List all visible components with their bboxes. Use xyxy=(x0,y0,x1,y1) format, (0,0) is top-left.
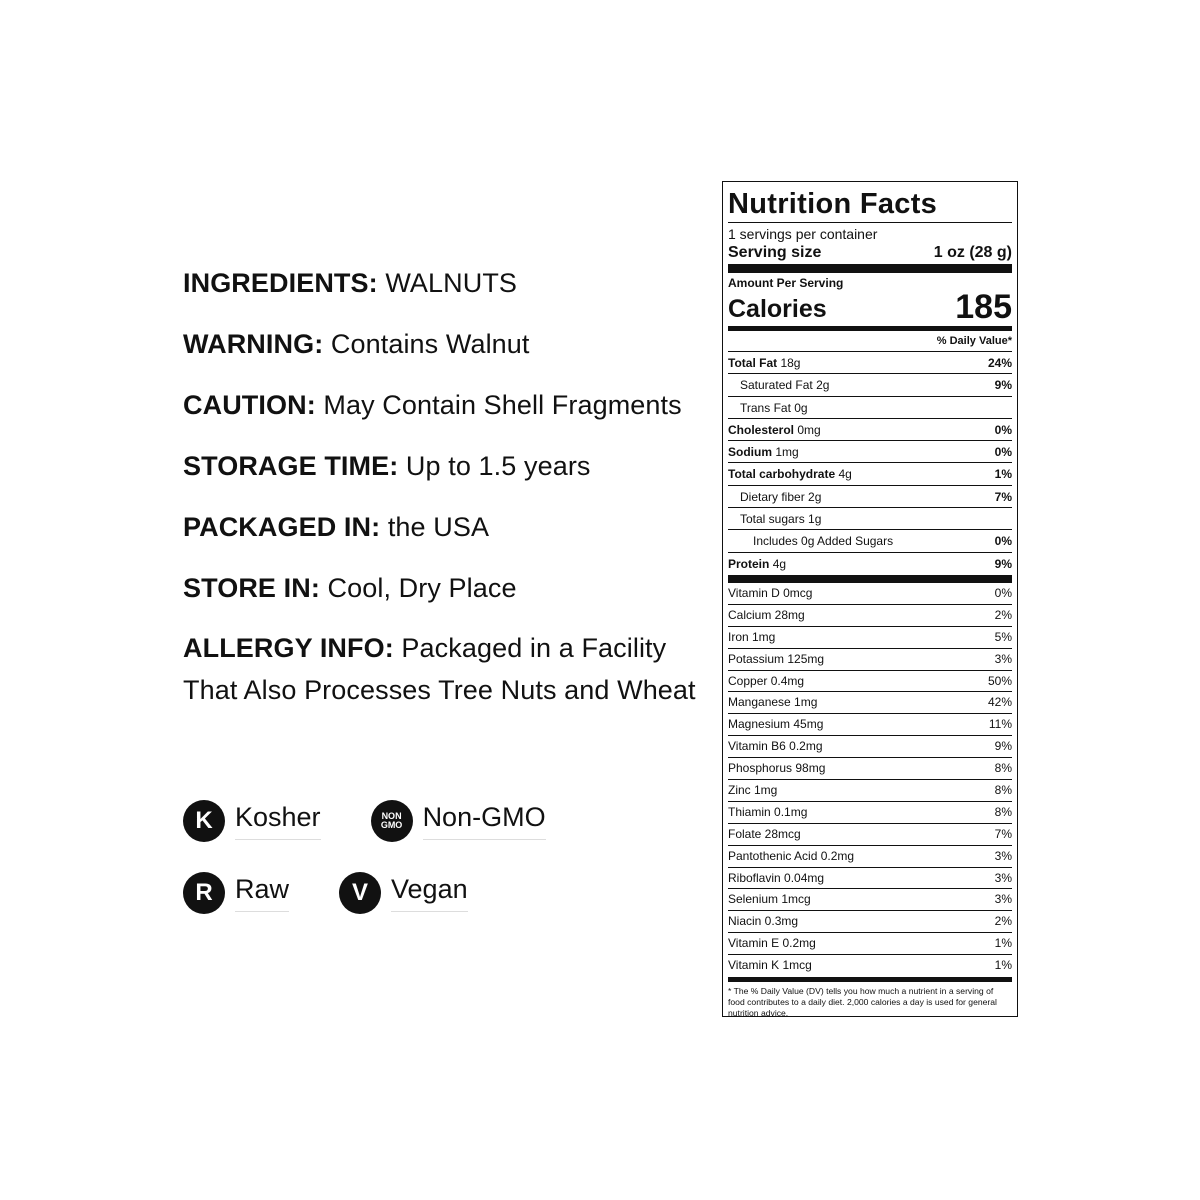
vegan-icon: V xyxy=(339,872,381,914)
nutrient-amount: 4g xyxy=(838,467,852,482)
vitamin-name: Vitamin B6 0.2mg xyxy=(728,739,823,754)
nutrient-label xyxy=(740,486,821,507)
nutrient-amount: 18g xyxy=(780,356,801,370)
vitamin-name: Selenium 1mcg xyxy=(728,892,811,907)
vitamin-pct: 3% xyxy=(994,651,1012,666)
vitamin-row xyxy=(728,802,1012,824)
nutrient-name: Sodium xyxy=(728,445,772,460)
raw-label: Raw xyxy=(235,874,289,912)
nutrient-row-dietary-fiber xyxy=(728,486,1012,508)
divider-thick xyxy=(728,575,1012,583)
serving-size-value: 1 oz (28 g) xyxy=(933,244,1012,261)
vitamin-pct: 3% xyxy=(994,892,1012,907)
nutrient-pct: 0% xyxy=(994,422,1012,437)
vitamin-pct: 0% xyxy=(994,585,1012,600)
non-gmo-label: Non-GMO xyxy=(423,802,546,840)
vitamin-name: Phosphorus 98mg xyxy=(728,761,826,776)
vitamin-name: Niacin 0.3mg xyxy=(728,914,799,929)
nutrient-label xyxy=(740,397,808,418)
calories-value: 185 xyxy=(955,288,1012,326)
vitamin-name: Magnesium 45mg xyxy=(728,717,824,732)
nutrient-row-saturated-fat xyxy=(728,374,1012,396)
nutrient-label xyxy=(740,508,821,529)
raw-icon: R xyxy=(183,872,225,914)
vitamin-pct: 7% xyxy=(994,826,1012,841)
vitamin-row xyxy=(728,692,1012,714)
vitamin-pct: 1% xyxy=(994,958,1012,973)
vegan-label: Vegan xyxy=(391,874,468,912)
nutrient-name: Dietary fiber xyxy=(740,489,805,504)
nutrient-label xyxy=(728,553,786,575)
vitamin-pct: 42% xyxy=(987,695,1012,710)
serving-size xyxy=(728,243,1012,263)
certification-badges xyxy=(183,798,703,942)
nutrient-name: Total carbohydrate xyxy=(728,467,836,482)
vitamin-row xyxy=(728,736,1012,758)
ingredients-value: WALNUTS xyxy=(385,268,518,298)
vitamin-name: Thiamin 0.1mg xyxy=(728,804,808,819)
nutrient-name: Protein xyxy=(728,556,770,571)
nutrient-row-cholesterol xyxy=(728,419,1012,441)
vitamin-name: Zinc 1mg xyxy=(728,782,778,797)
vitamin-row xyxy=(728,780,1012,802)
vitamin-row xyxy=(728,583,1012,605)
nutrient-pct: 9% xyxy=(994,378,1012,393)
vitamin-name: Potassium 125mg xyxy=(728,651,825,666)
store-in-value: Cool, Dry Place xyxy=(327,573,517,603)
vitamin-pct: 3% xyxy=(994,848,1012,863)
vitamin-name: Vitamin E 0.2mg xyxy=(728,936,816,951)
calories-label: Calories xyxy=(728,295,827,323)
vitamin-pct: 8% xyxy=(994,761,1012,776)
nutrient-label xyxy=(728,419,821,440)
nutrient-pct: 9% xyxy=(994,556,1012,571)
vitamin-row xyxy=(728,714,1012,736)
nutrient-amount: 0g xyxy=(794,400,808,415)
nutrient-row-trans-fat xyxy=(728,397,1012,419)
nutrient-pct: 1% xyxy=(994,467,1012,482)
divider-thick xyxy=(728,264,1012,273)
nutrient-amount: 2g xyxy=(808,489,822,504)
calories-row xyxy=(728,288,1012,326)
caution-line xyxy=(183,384,713,426)
vitamin-row xyxy=(728,758,1012,780)
nutrient-label xyxy=(740,374,829,395)
nutrient-row-total-carbohydrate xyxy=(728,463,1012,485)
vegan-badge[interactable] xyxy=(339,872,468,914)
badge-row xyxy=(183,798,703,844)
vitamin-name: Iron 1mg xyxy=(728,629,776,644)
daily-value-header: % Daily Value* xyxy=(728,331,1012,352)
vitamin-row xyxy=(728,955,1012,977)
vitamin-name: Riboflavin 0.04mg xyxy=(728,870,825,885)
ingredients-line xyxy=(183,262,713,304)
nutrient-amount: 1g xyxy=(808,512,822,527)
vitamin-row xyxy=(728,911,1012,933)
nutrient-row-sodium xyxy=(728,441,1012,463)
vitamin-pct: 11% xyxy=(988,717,1012,732)
servings-per-container: 1 servings per container xyxy=(728,226,878,242)
vitamin-pct: 1% xyxy=(994,936,1012,951)
nutrient-name: Total Fat xyxy=(728,356,778,370)
nutrient-row-total-sugars xyxy=(728,508,1012,530)
kosher-badge[interactable] xyxy=(183,800,321,842)
nutrient-label xyxy=(728,441,799,462)
nutrient-amount: 2g xyxy=(816,378,830,393)
nutrient-pct: 0% xyxy=(994,534,1012,549)
nutrient-amount: 0mg xyxy=(797,422,821,437)
nutrient-pct: 0% xyxy=(994,445,1012,460)
kosher-icon: K xyxy=(183,800,225,842)
nutrient-label xyxy=(728,463,852,484)
vitamin-row xyxy=(728,846,1012,868)
ingredients-label: INGREDIENTS: xyxy=(183,268,378,298)
warning-label: WARNING: xyxy=(183,329,324,359)
caution-label: CAUTION: xyxy=(183,390,316,420)
packaged-in-line xyxy=(183,506,713,548)
vitamin-row xyxy=(728,933,1012,955)
amount-per-serving: Amount Per Serving xyxy=(728,276,844,290)
nutrient-pct: 24% xyxy=(987,356,1012,370)
allergy-label: ALLERGY INFO: xyxy=(183,633,394,663)
serving-size-label: Serving size xyxy=(728,244,822,261)
nutrient-label xyxy=(728,352,800,373)
nutrient-name: Saturated Fat xyxy=(740,378,813,393)
nutrient-amount: 4g xyxy=(772,556,787,571)
vitamin-pct: 50% xyxy=(987,673,1012,688)
vitamin-name: Manganese 1mg xyxy=(728,695,818,710)
non-gmo-icon xyxy=(371,800,413,842)
store-in-line xyxy=(183,567,713,609)
nutrition-title: Nutrition Facts xyxy=(728,188,938,220)
vitamin-pct: 2% xyxy=(994,914,1012,929)
packaged-in-value: the USA xyxy=(387,512,490,542)
vitamin-row xyxy=(728,649,1012,671)
non-gmo-icon-bottom: GMO xyxy=(380,820,403,830)
storage-time-line xyxy=(183,445,713,487)
nutrient-name: Trans Fat xyxy=(740,400,791,415)
non-gmo-badge[interactable] xyxy=(371,800,546,842)
vitamin-name: Calcium 28mg xyxy=(728,607,805,622)
vitamin-pct: 8% xyxy=(994,804,1012,819)
badge-row xyxy=(183,870,703,916)
vitamin-pct: 9% xyxy=(994,739,1012,754)
vitamin-name: Vitamin K 1mcg xyxy=(728,958,812,973)
nutrient-name: Includes 0g Added Sugars xyxy=(753,534,894,549)
allergy-value: Packaged in a Facility That Also Processes Tree Nuts and Wheat xyxy=(183,633,696,705)
divider-medium xyxy=(728,977,1012,982)
vitamin-row xyxy=(728,889,1012,911)
allergy-line xyxy=(183,628,713,711)
vitamin-row xyxy=(728,671,1012,693)
storage-time-value: Up to 1.5 years xyxy=(405,451,591,481)
nutrient-name: Total sugars xyxy=(740,512,805,527)
raw-badge[interactable] xyxy=(183,872,289,914)
nutrient-amount: 1mg xyxy=(775,445,799,460)
nutrient-row-added-sugars xyxy=(728,530,1012,552)
daily-value-footnote: * The % Daily Value (DV) tells you how much a nutrient in a serving of food contributes to a daily diet. 2,000 calories a day is used for general nutrition advice. xyxy=(728,986,997,1018)
packaged-in-label: PACKAGED IN: xyxy=(183,512,381,542)
vitamin-pct: 2% xyxy=(994,607,1012,622)
vitamin-name: Copper 0.4mg xyxy=(728,673,805,688)
vitamin-row xyxy=(728,868,1012,890)
vitamin-row xyxy=(728,627,1012,649)
vitamin-name: Folate 28mcg xyxy=(728,826,801,841)
storage-time-label: STORAGE TIME: xyxy=(183,451,399,481)
warning-value: Contains Walnut xyxy=(330,329,530,359)
vitamin-pct: 5% xyxy=(994,629,1012,644)
nutrition-facts-panel xyxy=(722,181,1018,1017)
nutrient-row-protein xyxy=(728,553,1012,575)
product-info xyxy=(183,262,713,730)
vitamin-pct: 3% xyxy=(994,870,1012,885)
nutrient-row-total-fat xyxy=(728,352,1012,374)
kosher-label: Kosher xyxy=(235,802,321,840)
vitamin-row xyxy=(728,605,1012,627)
store-in-label: STORE IN: xyxy=(183,573,320,603)
vitamin-name: Pantothenic Acid 0.2mg xyxy=(728,848,855,863)
vitamin-pct: 8% xyxy=(994,782,1012,797)
divider xyxy=(728,222,1012,223)
nutrient-name: Cholesterol xyxy=(728,422,795,437)
vitamin-name: Vitamin D 0mcg xyxy=(728,585,813,600)
warning-line xyxy=(183,323,713,365)
non-gmo-icon-top: NON xyxy=(381,811,402,821)
nutrient-pct: 7% xyxy=(994,489,1012,504)
caution-value: May Contain Shell Fragments xyxy=(323,390,682,420)
vitamin-row xyxy=(728,824,1012,846)
